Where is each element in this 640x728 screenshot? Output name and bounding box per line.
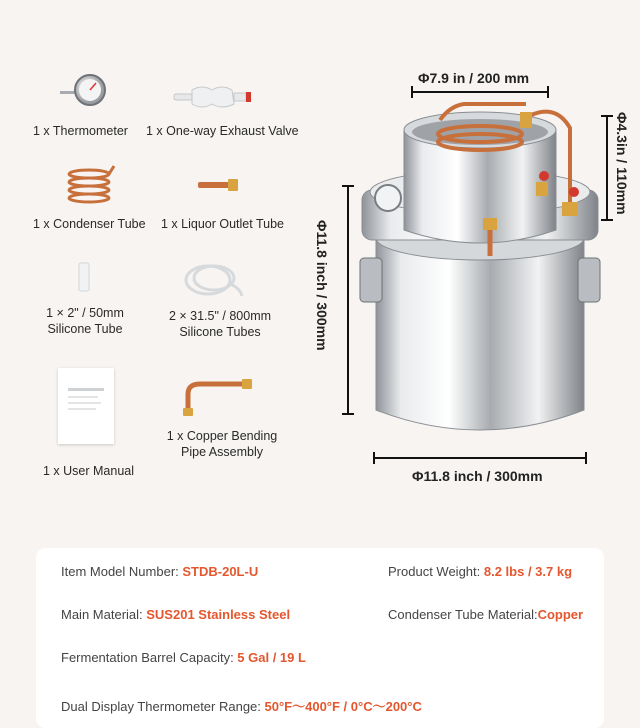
exhaust-valve-icon	[172, 84, 254, 110]
accessory-label-condenser-tube: 1 x Condenser Tube	[33, 217, 146, 231]
spec-label: Product Weight:	[388, 564, 484, 579]
spec-value: STDB-20L-U	[182, 564, 259, 579]
silicone-tube-icon	[76, 262, 92, 292]
dimension-top-height: Φ4.3in / 110mm	[614, 112, 630, 215]
spec-label: Main Material:	[61, 607, 147, 622]
user-manual-icon	[58, 368, 114, 444]
spec-model-number	[61, 564, 258, 579]
spec-condenser-material	[388, 607, 583, 622]
spec-value: 8.2 lbs / 3.7 kg	[483, 564, 573, 579]
thermometer-icon	[58, 68, 110, 114]
spec-value: 5 Gal / 19 L	[237, 650, 306, 665]
accessory-label-silicone-tube: 1 × 2" / 50mm Silicone Tube	[46, 306, 124, 336]
spec-label: Condenser Tube Material:	[388, 607, 538, 622]
silicone-tubes-icon	[180, 258, 246, 300]
spec-barrel-capacity	[61, 650, 306, 665]
spec-label: Fermentation Barrel Capacity:	[61, 650, 238, 665]
accessory-label-user-manual: 1 x User Manual	[43, 464, 135, 478]
condenser-coil-icon	[62, 164, 116, 206]
dimension-barrel-width: Φ11.8 inch / 300mm	[412, 468, 543, 484]
spec-label: Dual Display Thermometer Range:	[61, 699, 265, 714]
accessory-label-copper-bending-pipe: 1 x Copper Bending Pipe Assembly	[166, 429, 278, 459]
liquor-outlet-tube-icon	[196, 174, 242, 196]
distiller-illustration	[340, 80, 630, 480]
spec-value: SUS201 Stainless Steel	[146, 607, 291, 622]
accessory-label-silicone-tubes: 2 × 31.5" / 800mm Silicone Tubes	[168, 309, 272, 339]
accessory-label-exhaust-valve: 1 x One-way Exhaust Valve	[146, 124, 299, 138]
spec-label: Item Model Number:	[61, 564, 183, 579]
spec-main-material	[61, 607, 290, 622]
accessory-label-liquor-outlet-tube: 1 x Liquor Outlet Tube	[161, 217, 284, 231]
spec-product-weight	[388, 564, 572, 579]
spec-value: 50°F～400°F / 0°C～200°C	[264, 699, 422, 714]
spec-value: Copper	[537, 607, 584, 622]
dimension-barrel-height: Φ11.8 inch / 300mm	[314, 220, 330, 351]
copper-bending-pipe-icon	[180, 376, 256, 418]
dimension-top-width: Φ7.9 in / 200 mm	[418, 70, 530, 86]
accessory-label-thermometer: 1 x Thermometer	[33, 124, 128, 138]
spec-thermometer-range	[61, 696, 422, 715]
